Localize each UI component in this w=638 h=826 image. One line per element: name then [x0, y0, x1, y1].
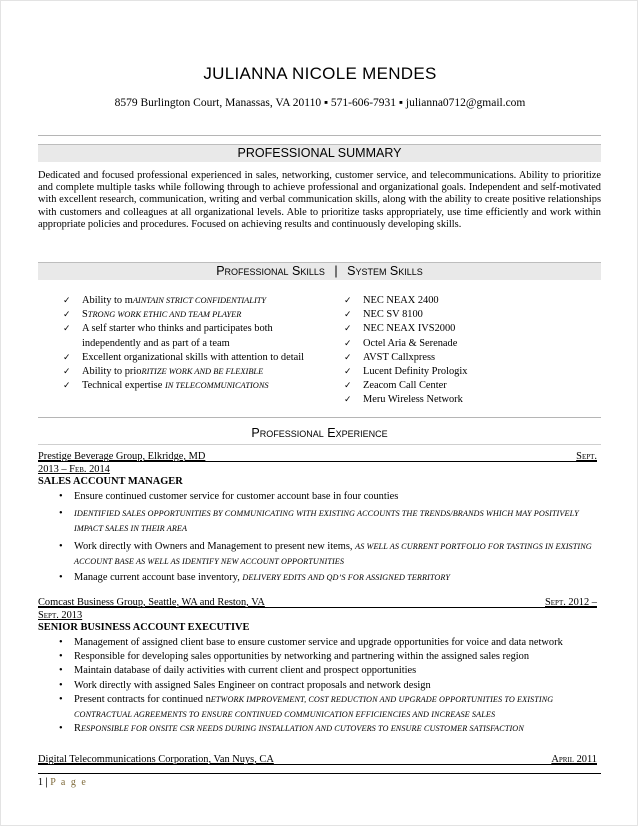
list-item: ✓ Meru Wireless Network [338, 393, 588, 407]
experience-heading: Professional Experience [251, 426, 388, 440]
job-duties [38, 636, 601, 737]
job-date-continued: Sept. 2013 [38, 609, 83, 621]
job-date: Sept. 2012 – [545, 597, 597, 608]
list-item: ✓ Octel Aria & Serenade [338, 337, 588, 351]
list-item: • Present contracts for continued nETWORK IMPROVEMENT, COST REDUCTION AND UPGRADE OPPORTUNITIES TO EXISTING CONTRACTUAL AGREEMENTS TO ENSURE CONTINUED COMMUNICATION EFFICIENCIES AND INCREASE SALES [59, 694, 554, 719]
list-item: • Work directly with Owners and Management to present new items, AS WELL AS CURRENT PORTFOLIO FOR TASTINGS IN EXISTING ACCOUNT BASE AS WELL AS IDENTIFY NEW ACCOUNT OPPORTUNITIES [59, 541, 592, 566]
list-item: ✓ Lucent Definity Prologix [338, 365, 588, 379]
list-item: • Maintain database of daily activities with current client and prospect opportunities [59, 665, 417, 677]
job-entry [38, 754, 601, 767]
list-item: ✓ Ability to prioRITIZE WORK AND BE FLEXIBLE [57, 365, 315, 379]
checkmark-icon: ✓ [344, 338, 352, 349]
checkmark-icon: ✓ [344, 296, 352, 306]
divider [38, 417, 601, 418]
list-item: • Work directly with assigned Sales Engineer on contract proposals and network design [59, 679, 431, 691]
job-duties [38, 491, 601, 585]
list-item: • IDENTIFIED SALES OPPORTUNITIES BY COMMUNICATING WITH EXISTING ACCOUNTS THE TRENDS/BRANDS WHICH MAY POSITIVELY IMPACT SALES IN THEIR AREA [59, 508, 579, 533]
checkmark-icon: ✓ [344, 352, 352, 363]
checkmark-icon: ✓ [344, 310, 352, 321]
summary-heading: PROFESSIONAL SUMMARY [38, 144, 601, 162]
job-company: Digital Telecommunications Corporation, Van Nuys, CA [38, 754, 274, 765]
footer-separator: | [45, 777, 48, 788]
checkmark-icon: ✓ [63, 324, 71, 335]
checkmark-icon: ✓ [344, 324, 352, 335]
checkmark-icon: ✓ [63, 381, 71, 392]
list-item: ✓ AVST Callxpress [338, 351, 588, 365]
checkmark-icon: ✓ [344, 381, 352, 392]
list-item: ✓ NEC SV 8100 [338, 308, 588, 322]
job-entry [38, 597, 601, 736]
skills-heading [38, 262, 601, 280]
job-company: Prestige Beverage Group, Elkridge, MD [38, 451, 206, 462]
job-date-continued: 2013 – Feb. 2014 [38, 463, 110, 475]
checkmark-icon: ✓ [63, 310, 71, 321]
page-label: P a g e [50, 777, 88, 788]
job-date: Sept. [576, 451, 597, 462]
professional-skills-list [57, 294, 315, 393]
job-entry [38, 451, 601, 585]
list-item: ✓ NEC NEAX IVS2000 [338, 322, 588, 336]
checkmark-icon: ✓ [63, 296, 71, 306]
job-title: SALES ACCOUNT MANAGER [38, 476, 183, 487]
list-item: ✓ NEC NEAX 2400 [338, 294, 588, 308]
contact-line: 8579 Burlington Court, Manassas, VA 20110 ▪ 571-606-7931 ▪ julianna0712@gmail.com [114, 97, 526, 109]
checkmark-icon: ✓ [63, 352, 71, 363]
summary-text: Dedicated and focused professional experienced in sales, networking, customer service, and telecommunications. Ability to prioritize and complete multiple tasks while following through to achieve professional and organizational goals. Independent and self-motivated with excellent research, communication, writing and verbal communication skills, along with the ability to create positive relationships with customers and colleagues at all organizational levels. Able to prioritize tasks appropriately, use time efficiently and work within appropriate policies and procedures. Focused on achieving results and continuously developing skills. [38, 170, 601, 230]
professional-skills-heading: Professional Skills [216, 264, 325, 278]
page-number: 1 [38, 777, 43, 788]
candidate-name: JULIANNA NICOLE MENDES [203, 64, 437, 83]
list-item: ✓ Zeacom Call Center [338, 379, 588, 393]
system-skills-heading: System Skills [347, 264, 423, 278]
list-item: ✓ Excellent organizational skills with attention to detail [57, 351, 315, 365]
list-item: ✓ Technical expertise IN TELECOMMUNICATIONS [57, 379, 315, 393]
list-item: • Responsible for developing sales opportunities by networking and partnering within the assigned sales region [59, 650, 530, 662]
job-company: Comcast Business Group, Seattle, WA and Reston, VA [38, 597, 265, 608]
job-header [38, 451, 601, 464]
list-item: • Manage current account base inventory, DELIVERY EDITS AND QD’S FOR ASSIGNED TERRITORY [59, 572, 451, 583]
job-date: April 2011 [551, 754, 597, 765]
list-item: ✓ STRONG WORK ETHIC AND TEAM PLAYER [57, 308, 315, 322]
heading-separator: | [334, 264, 338, 278]
job-header [38, 754, 601, 767]
list-item: • RESPONSIBLE FOR ONSITE CSR NEEDS DURING INSTALLATION AND CUTOVERS TO ENSURE CUSTOMER SATISFACTION [59, 722, 524, 734]
divider [38, 135, 601, 136]
checkmark-icon: ✓ [344, 367, 352, 378]
divider [38, 444, 601, 445]
list-item: • Management of assigned client base to ensure customer service and upgrade opportunities for voice and data network [59, 636, 563, 648]
job-title: SENIOR BUSINESS ACCOUNT EXECUTIVE [38, 622, 250, 633]
checkmark-icon: ✓ [63, 367, 71, 378]
checkmark-icon: ✓ [344, 395, 352, 406]
system-skills-list [338, 294, 588, 408]
list-item: • Ensure continued customer service for customer account base in four counties [59, 490, 399, 502]
page-footer [38, 773, 601, 788]
list-item: ✓ A self starter who thinks and participates both independently and as part of a team [63, 323, 273, 349]
job-header [38, 597, 601, 610]
list-item: ✓ Ability to mAINTAIN STRICT CONFIDENTIALITY [57, 294, 315, 308]
